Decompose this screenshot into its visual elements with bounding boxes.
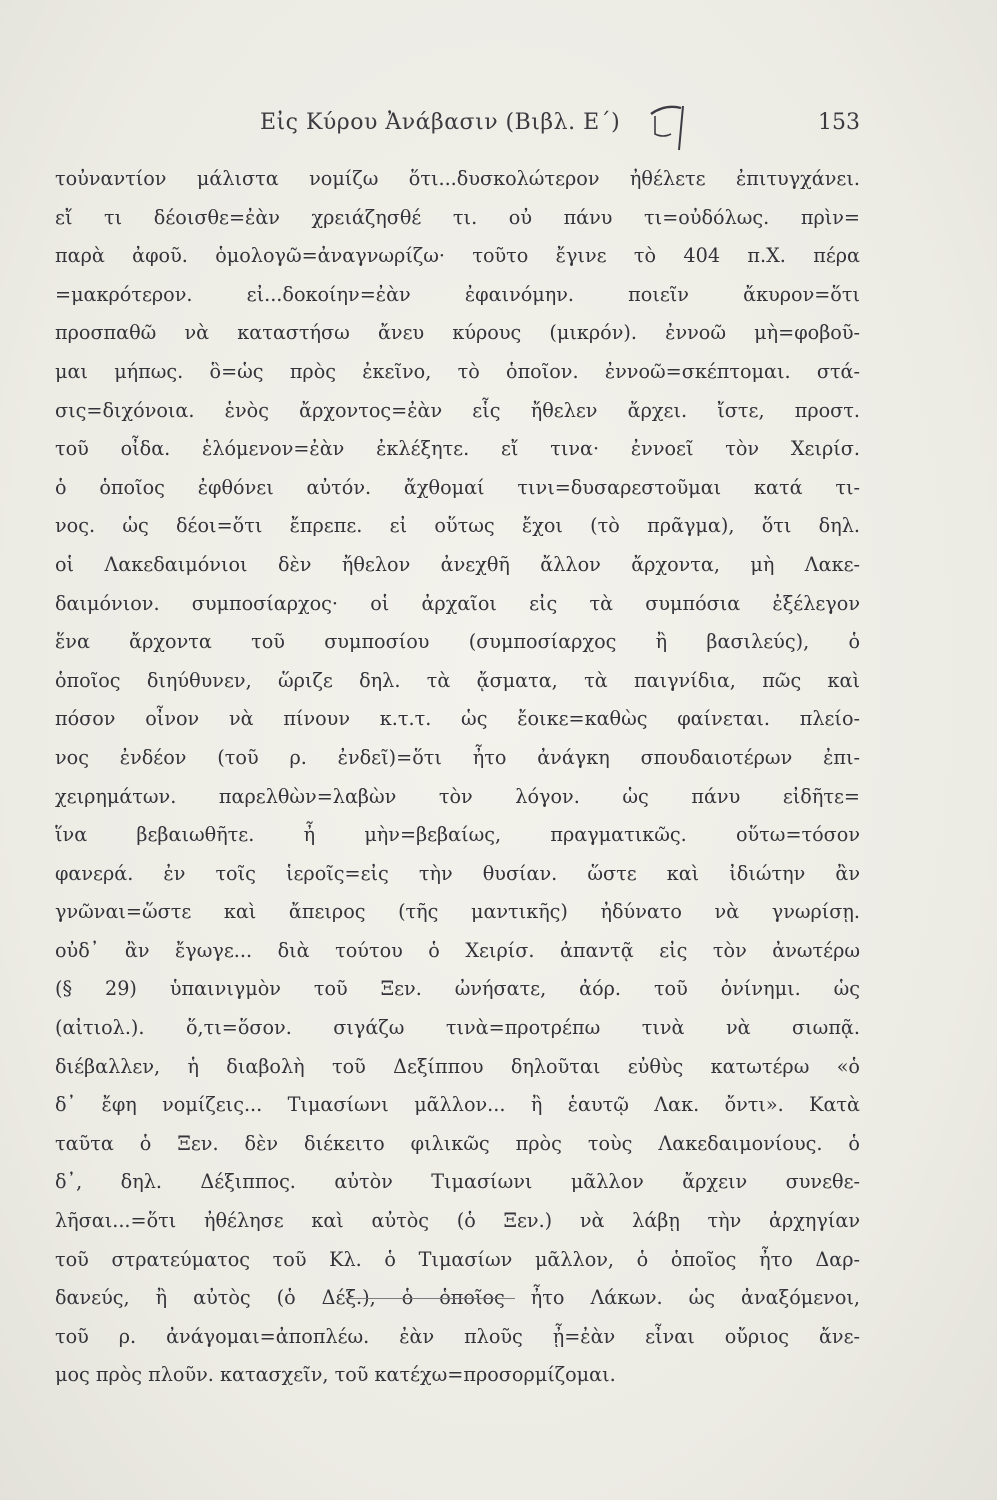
text-line: μος πρὸς πλοῦν. κατασχεῖν, τοῦ κατέχω=προσορμίζομαι.	[55, 1363, 616, 1387]
text-line: γνῶναι=ὥστε καὶ ἄπειρος (τῆς μαντικῆς) ἠδύνατο νὰ γνωρίσῃ.	[55, 900, 860, 924]
section-divider	[345, 1298, 515, 1299]
text-line: νος. ὡς δέοι=ὅτι ἔπρεπε. εἰ οὕτως ἔχοι (τὸ πρᾶγμα), ὅτι δηλ.	[55, 514, 860, 538]
text-line: τοῦ οἶδα. ἑλόμενον=ἐὰν ἐκλέξητε. εἴ τινα· ἐννοεῖ τὸν Χειρίσ.	[55, 437, 860, 461]
text-line: νος ἐνδέον (τοῦ ρ. ἐνδεῖ)=ὅτι ἦτο ἀνάγκη σπουδαιοτέρων ἐπι-	[55, 745, 860, 769]
text-line: διέβαλλεν, ἡ διαβολὴ τοῦ Δεξίππου δηλοῦται εὐθὺς κατωτέρω «ὁ	[55, 1054, 860, 1078]
text-line: (αἰτιολ.). ὅ,τι=ὅσον. σιγάζω τινὰ=προτρέπω τινὰ νὰ σιωπᾷ.	[55, 1016, 860, 1040]
text-line: δανεύς, ἢ αὐτὸς (ὁ Δέξ.), ὁ ὁποῖος ἦτο Λάκων. ὡς ἀναξόμενοι,	[55, 1286, 860, 1310]
text-line: εἴ τι δέοισθε=ἐὰν χρειάζησθέ τι. οὐ πάνυ τι=οὐδόλως. πρὶν=	[55, 205, 860, 229]
text-line: τοῦ στρατεύματος τοῦ Κλ. ὁ Τιμασίων μᾶλλον, ὁ ὁποῖος ἦτο Δαρ-	[55, 1247, 860, 1271]
text-line: =μακρότερον. εἰ...δοκοίην=ἐὰν ἐφαινόμην. ποιεῖν ἄκυρον=ὅτι	[55, 282, 860, 306]
text-line: μαι μήπως. ὃ=ὡς πρὸς ἐκεῖνο, τὸ ὁποῖον. ἐννοῶ=σκέπτομαι. στά-	[55, 359, 860, 383]
text-line: ὁποῖος διηύθυνεν, ὥριζε δηλ. τὰ ᾄσματα, τὰ παιγνίδια, πῶς καὶ	[55, 668, 860, 692]
text-line: (§ 29) ὑπαινιγμὸν τοῦ Ξεν. ὠνήσατε, ἀόρ. τοῦ ὀνίνημι. ὡς	[55, 977, 860, 1001]
page-number: 153	[818, 110, 860, 135]
text-line: ἵνα βεβαιωθῆτε. ἦ μὴν=βεβαίως, πραγματικῶς. οὕτω=τόσον	[55, 823, 860, 847]
text-line: τοῦ ρ. ἀνάγομαι=ἀποπλέω. ἐὰν πλοῦς ᾖ=ἐὰν εἶναι οὔριος ἄνε-	[55, 1324, 860, 1348]
text-line: ὁ ὁποῖος ἐφθόνει αὐτόν. ἄχθομαί τινι=δυσαρεστοῦμαι κατά τι-	[55, 475, 860, 499]
text-line: φανερά. ἐν τοῖς ἱεροῖς=εἰς τὴν θυσίαν. ὥστε καὶ ἰδιώτην ἂν	[55, 861, 860, 885]
page-header	[60, 110, 860, 144]
text-line: πόσον οἶνον νὰ πίνουν κ.τ.τ. ὡς ἔοικε=καθὼς φαίνεται. πλείο-	[55, 707, 860, 731]
text-line: σις=διχόνοια. ἑνὸς ἄρχοντος=ἐὰν εἷς ἤθελεν ἄρχει. ἴστε, προστ.	[55, 398, 860, 422]
library-stamp-mark	[645, 96, 695, 156]
text-line: προσπαθῶ νὰ καταστήσω ἄνευ κύρους (μικρόν). ἐννοῶ μὴ=φοβοῦ-	[55, 321, 860, 345]
text-line: τοὐναντίον μάλιστα νομίζω ὅτι...δυσκολώτερον ἠθέλετε ἐπιτυγχάνει.	[55, 167, 860, 190]
commentary-text	[55, 160, 860, 1395]
text-line: ἕνα ἄρχοντα τοῦ συμποσίου (συμποσίαρχος ἢ βασιλεύς), ὁ	[55, 630, 860, 654]
running-title: Εἰς Κύρου Ἀνάβασιν (Βιβλ. Ε΄)	[260, 110, 621, 135]
text-line: παρὰ ἀφοῦ. ὁμολογῶ=ἀναγνωρίζω· τοῦτο ἔγινε τὸ 404 π.Χ. πέρα	[55, 244, 860, 268]
text-line: δ᾽, δηλ. Δέξιππος. αὐτὸν Τιμασίωνι μᾶλλον ἄρχειν συνεθε-	[55, 1170, 860, 1194]
text-line: οὐδ᾽ ἂν ἔγωγε... διὰ τούτου ὁ Χειρίσ. ἀπαντᾷ εἰς τὸν ἀνωτέρω	[55, 938, 860, 962]
text-line: ταῦτα ὁ Ξεν. δὲν διέκειτο φιλικῶς πρὸς τοὺς Λακεδαιμονίους. ὁ	[55, 1131, 860, 1155]
text-line: δ᾽ ἔφη νομίζεις... Τιμασίωνι μᾶλλον... ἢ ἑαυτῷ Λακ. ὄντι». Κατὰ	[55, 1093, 860, 1117]
text-line: οἱ Λακεδαιμόνιοι δὲν ἤθελον ἀνεχθῆ ἄλλον ἄρχοντα, μὴ Λακε-	[55, 552, 860, 576]
text-line: χειρημάτων. παρελθὼν=λαβὼν τὸν λόγον. ὡς πάνυ εἰδῆτε=	[55, 784, 860, 808]
text-line: λῆσαι...=ὅτι ἠθέλησε καὶ αὐτὸς (ὁ Ξεν.) νὰ λάβῃ τὴν ἀρχηγίαν	[55, 1209, 860, 1233]
text-line: δαιμόνιον. συμποσίαρχος· οἱ ἀρχαῖοι εἰς τὰ συμπόσια ἐξέλεγον	[55, 591, 860, 615]
